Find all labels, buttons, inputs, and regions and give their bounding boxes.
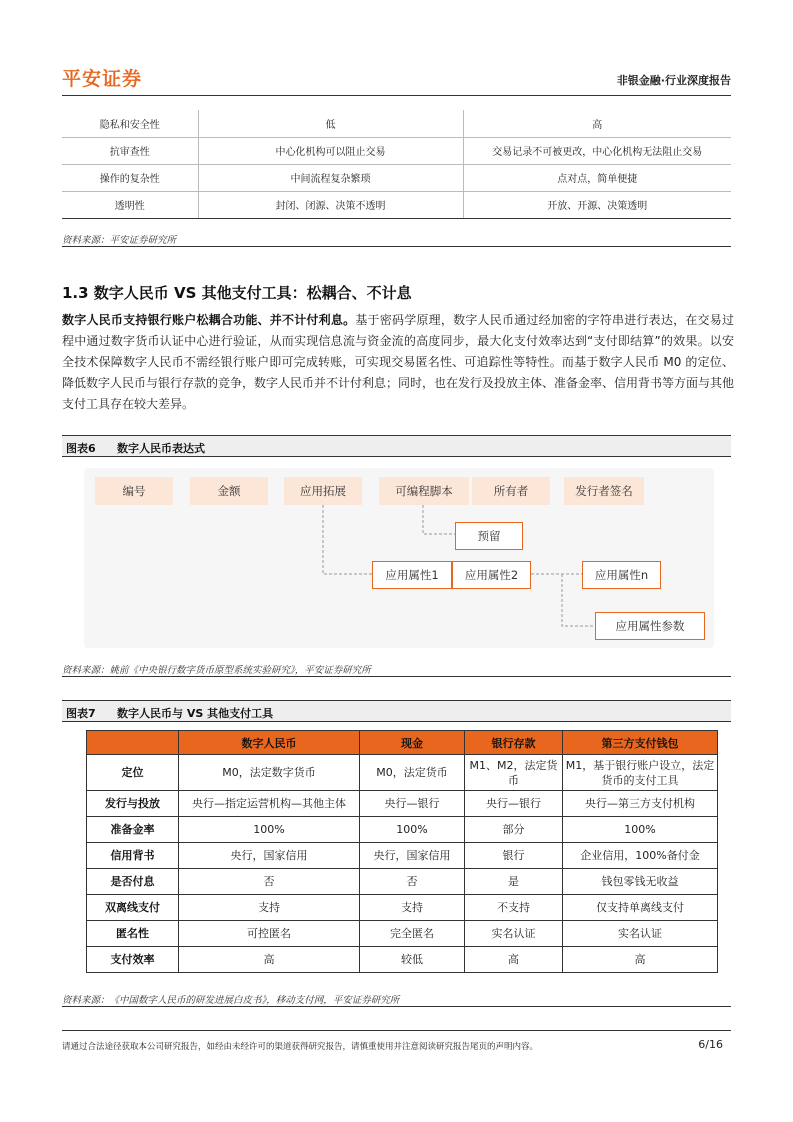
source-divider [62, 676, 731, 677]
table-cell: 钱包零钱无收益 [563, 869, 718, 895]
payment-tools-table [86, 730, 718, 973]
table-cell: 中心化机构可以阻止交易 [198, 137, 463, 164]
comparison-table-continued [62, 110, 731, 219]
box-reserve: 预留 [455, 522, 523, 550]
table1-source: 资料来源：平安证券研究所 [62, 235, 177, 246]
row-label: 信用背书 [87, 843, 179, 869]
paragraph-lead: 数字人民币支持银行账户松耦合功能、并不计付利息。 [62, 313, 356, 327]
table-cell: 支持 [360, 895, 465, 921]
source-divider [62, 1006, 731, 1007]
header-divider [62, 95, 731, 96]
table-cell: 开放、开源、决策透明 [463, 191, 731, 218]
table-header-row [87, 731, 718, 755]
table-cell: 央行—银行 [465, 791, 563, 817]
table-cell: 不支持 [465, 895, 563, 921]
row-label: 抗审查性 [62, 137, 198, 164]
table-cell: 高 [179, 947, 360, 973]
column-header: 第三方支付钱包 [563, 731, 718, 755]
row-label: 准备金率 [87, 817, 179, 843]
row-label: 隐私和安全性 [62, 110, 198, 137]
table-cell: 封闭、闭源、决策不透明 [198, 191, 463, 218]
box-script: 可编程脚本 [379, 477, 469, 505]
column-header [87, 731, 179, 755]
footer-divider [62, 1030, 731, 1031]
table-cell: 实名认证 [563, 921, 718, 947]
figure6-source: 资料来源：姚前《中央银行数字货币原型系统实验研究》，平安证券研究所 [62, 665, 371, 676]
footer-disclaimer: 请通过合法途径获取本公司研究报告，如经由未经许可的渠道获得研究报告，请慎重使用并注意阅读研究报告尾页的声明内容。 [62, 1042, 539, 1052]
row-label: 匿名性 [87, 921, 179, 947]
table-cell: 高 [563, 947, 718, 973]
box-serial: 编号 [95, 477, 173, 505]
box-owner: 所有者 [472, 477, 550, 505]
row-label: 透明性 [62, 191, 198, 218]
figure7-title: 数字人民币与 VS 其他支付工具 [117, 707, 274, 720]
table-row [62, 110, 731, 137]
source-divider [62, 246, 731, 247]
column-header: 数字人民币 [179, 731, 360, 755]
table-cell: 银行 [465, 843, 563, 869]
table-cell: 点对点，简单便捷 [463, 164, 731, 191]
row-label: 是否付息 [87, 869, 179, 895]
table-row [62, 137, 731, 164]
box-app-extend: 应用拓展 [284, 477, 362, 505]
section-paragraph [62, 310, 734, 415]
row-label: 支付效率 [87, 947, 179, 973]
figure6-title: 数字人民币表达式 [117, 442, 205, 455]
report-category: 非银金融·行业深度报告 [616, 74, 731, 87]
table-cell: M0，法定货币 [360, 755, 465, 791]
table-row [87, 947, 718, 973]
table-cell: 完全匿名 [360, 921, 465, 947]
column-header: 银行存款 [465, 731, 563, 755]
table-cell: 否 [360, 869, 465, 895]
box-attrn: 应用属性n [582, 561, 661, 589]
table-cell: 低 [198, 110, 463, 137]
table-cell: 100% [360, 817, 465, 843]
table-cell: 央行，国家信用 [179, 843, 360, 869]
table-cell: 100% [179, 817, 360, 843]
table-row [87, 791, 718, 817]
table-row [87, 869, 718, 895]
table-cell: 实名认证 [465, 921, 563, 947]
table-cell: 支持 [179, 895, 360, 921]
figure7-title-bar [62, 700, 731, 722]
table-row [87, 817, 718, 843]
table-cell: 企业信用，100%备付金 [563, 843, 718, 869]
table-row [62, 164, 731, 191]
table-cell: 央行—指定运营机构—其他主体 [179, 791, 360, 817]
box-attr-param: 应用属性参数 [595, 612, 705, 640]
box-amount: 金额 [190, 477, 268, 505]
table-cell: 交易记录不可被更改，中心化机构无法阻止交易 [463, 137, 731, 164]
table-cell: 高 [465, 947, 563, 973]
figure7-number: 图表7 [66, 707, 96, 720]
table-row [87, 895, 718, 921]
row-label: 发行与投放 [87, 791, 179, 817]
box-issuer-sign: 发行者签名 [564, 477, 644, 505]
table-cell: 央行—银行 [360, 791, 465, 817]
row-label: 定位 [87, 755, 179, 791]
box-attr1: 应用属性1 [372, 561, 452, 589]
table-row [62, 191, 731, 218]
table-cell: 央行—第三方支付机构 [563, 791, 718, 817]
row-label: 操作的复杂性 [62, 164, 198, 191]
page-number: 6/16 [698, 1038, 723, 1051]
table-cell: 可控匿名 [179, 921, 360, 947]
figure6-title-bar [62, 435, 731, 457]
expression-diagram [62, 462, 731, 652]
table-cell: 较低 [360, 947, 465, 973]
column-header: 现金 [360, 731, 465, 755]
table-cell: 部分 [465, 817, 563, 843]
figure6-number: 图表6 [66, 442, 96, 455]
table-cell: 高 [463, 110, 731, 137]
row-label: 双离线支付 [87, 895, 179, 921]
table-cell: 央行，国家信用 [360, 843, 465, 869]
table-cell: 仅支持单离线支付 [563, 895, 718, 921]
figure7-source: 资料来源：《中国数字人民币的研发进展白皮书》，移动支付网，平安证券研究所 [62, 995, 400, 1006]
table-cell: 否 [179, 869, 360, 895]
table-cell: 是 [465, 869, 563, 895]
table-cell: M1、M2，法定货币 [465, 755, 563, 791]
box-attr2: 应用属性2 [452, 561, 531, 589]
table-cell: 中间流程复杂繁琐 [198, 164, 463, 191]
table-row [87, 843, 718, 869]
paragraph-body: 基于密码学原理，数字人民币通过经加密的字符串进行表达，在交易过程中通过数字货币认证中心进行验证，从而实现信息流与资金流的高度同步，最大化支付效率达到“支付即结算”的效果。以安全技术保障数字人民币不需经银行账户即可完成转账，可实现交易匿名性、可追踪性等特性。而基于数字人民币 M0 的定位、降低数字人民币与银行存款的竞争，数字人民币并不计付利息；同时，也在发行及投放主体、准备金率、信用背书等方面与其他支付工具存在较大差异。 [62, 313, 735, 411]
table-cell: M0，法定数字货币 [179, 755, 360, 791]
company-logo: 平安证券 [62, 68, 143, 90]
table-row [87, 755, 718, 791]
table-cell: M1，基于银行账户设立，法定货币的支付工具 [563, 755, 718, 791]
table-row [87, 921, 718, 947]
table-cell: 100% [563, 817, 718, 843]
section-title: 1.3 数字人民币 VS 其他支付工具：松耦合、不计息 [62, 284, 412, 302]
